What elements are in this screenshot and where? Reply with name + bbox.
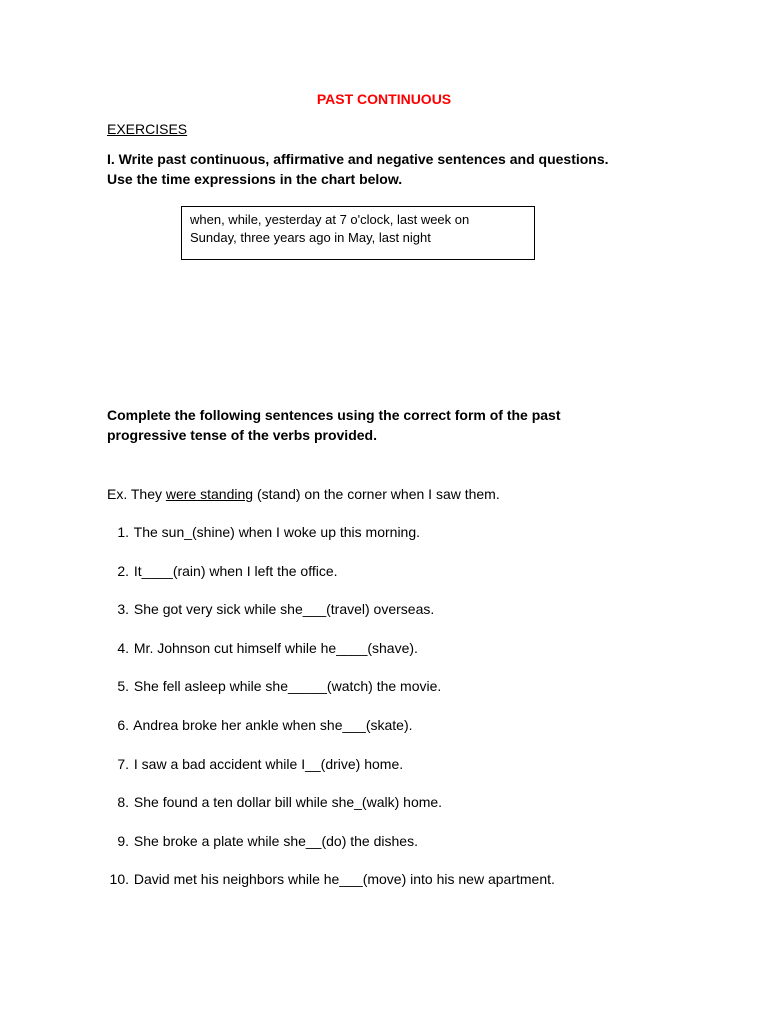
exercise-list xyxy=(107,524,555,910)
item-text: It____(rain) when I left the office. xyxy=(133,562,338,579)
item-text: David met his neighbors while he___(move) into his new apartment. xyxy=(133,871,555,888)
instruction-section-2 xyxy=(107,405,687,445)
instruction-2-line-2: progressive tense of the verbs provided. xyxy=(107,427,377,443)
exercise-item xyxy=(107,678,555,717)
exercise-item xyxy=(107,833,555,872)
item-number: 7. xyxy=(117,755,129,772)
example-sentence xyxy=(107,486,500,502)
item-text: Mr. Johnson cut himself while he____(shave). xyxy=(133,639,418,656)
item-number: 9. xyxy=(117,832,129,849)
instruction-2-line-1: Complete the following sentences using the correct form of the past xyxy=(107,407,561,423)
example-answer: were standing xyxy=(165,486,254,502)
item-number: 5. xyxy=(117,678,129,695)
item-number: 8. xyxy=(117,794,129,811)
time-expressions-box xyxy=(181,206,535,260)
item-text: She fell asleep while she_____(watch) the movie. xyxy=(133,678,442,695)
item-text: The sun_(shine) when I woke up this morning. xyxy=(133,524,421,540)
exercise-item xyxy=(107,756,555,795)
time-expressions-line-2: Sunday, three years ago in May, last night xyxy=(190,230,431,245)
example-prefix: Ex. They xyxy=(107,486,166,502)
item-number: 3. xyxy=(117,601,129,618)
exercise-item xyxy=(107,717,555,756)
item-text: I saw a bad accident while I__(drive) home. xyxy=(133,755,404,772)
exercise-item xyxy=(107,794,555,833)
exercise-item xyxy=(107,524,555,563)
exercise-item xyxy=(107,871,555,910)
item-number: 4. xyxy=(117,639,129,656)
exercise-item xyxy=(107,640,555,679)
page-title: PAST CONTINUOUS xyxy=(316,91,452,107)
item-number: 10. xyxy=(109,871,129,888)
item-number: 1. xyxy=(117,524,129,540)
item-number: 6. xyxy=(117,716,129,733)
item-text: She found a ten dollar bill while she_(walk) home. xyxy=(133,794,443,811)
item-text: Andrea broke her ankle when she___(skate). xyxy=(133,716,413,733)
item-number: 2. xyxy=(117,562,129,579)
exercise-item xyxy=(107,601,555,640)
exercise-item xyxy=(107,563,555,602)
instruction-section-1 xyxy=(107,149,687,189)
instruction-1-line-2: Use the time expressions in the chart below. xyxy=(107,171,403,187)
item-text: She got very sick while she___(travel) overseas. xyxy=(133,601,435,618)
item-text: She broke a plate while she__(do) the dishes. xyxy=(133,832,418,849)
example-suffix: (stand) on the corner when I saw them. xyxy=(253,486,500,502)
time-expressions-line-1: when, while, yesterday at 7 o'clock, last week on xyxy=(190,212,470,227)
exercises-heading: EXERCISES xyxy=(107,121,188,137)
instruction-1-line-1: I. Write past continuous, affirmative and negative sentences and questions. xyxy=(107,151,609,167)
